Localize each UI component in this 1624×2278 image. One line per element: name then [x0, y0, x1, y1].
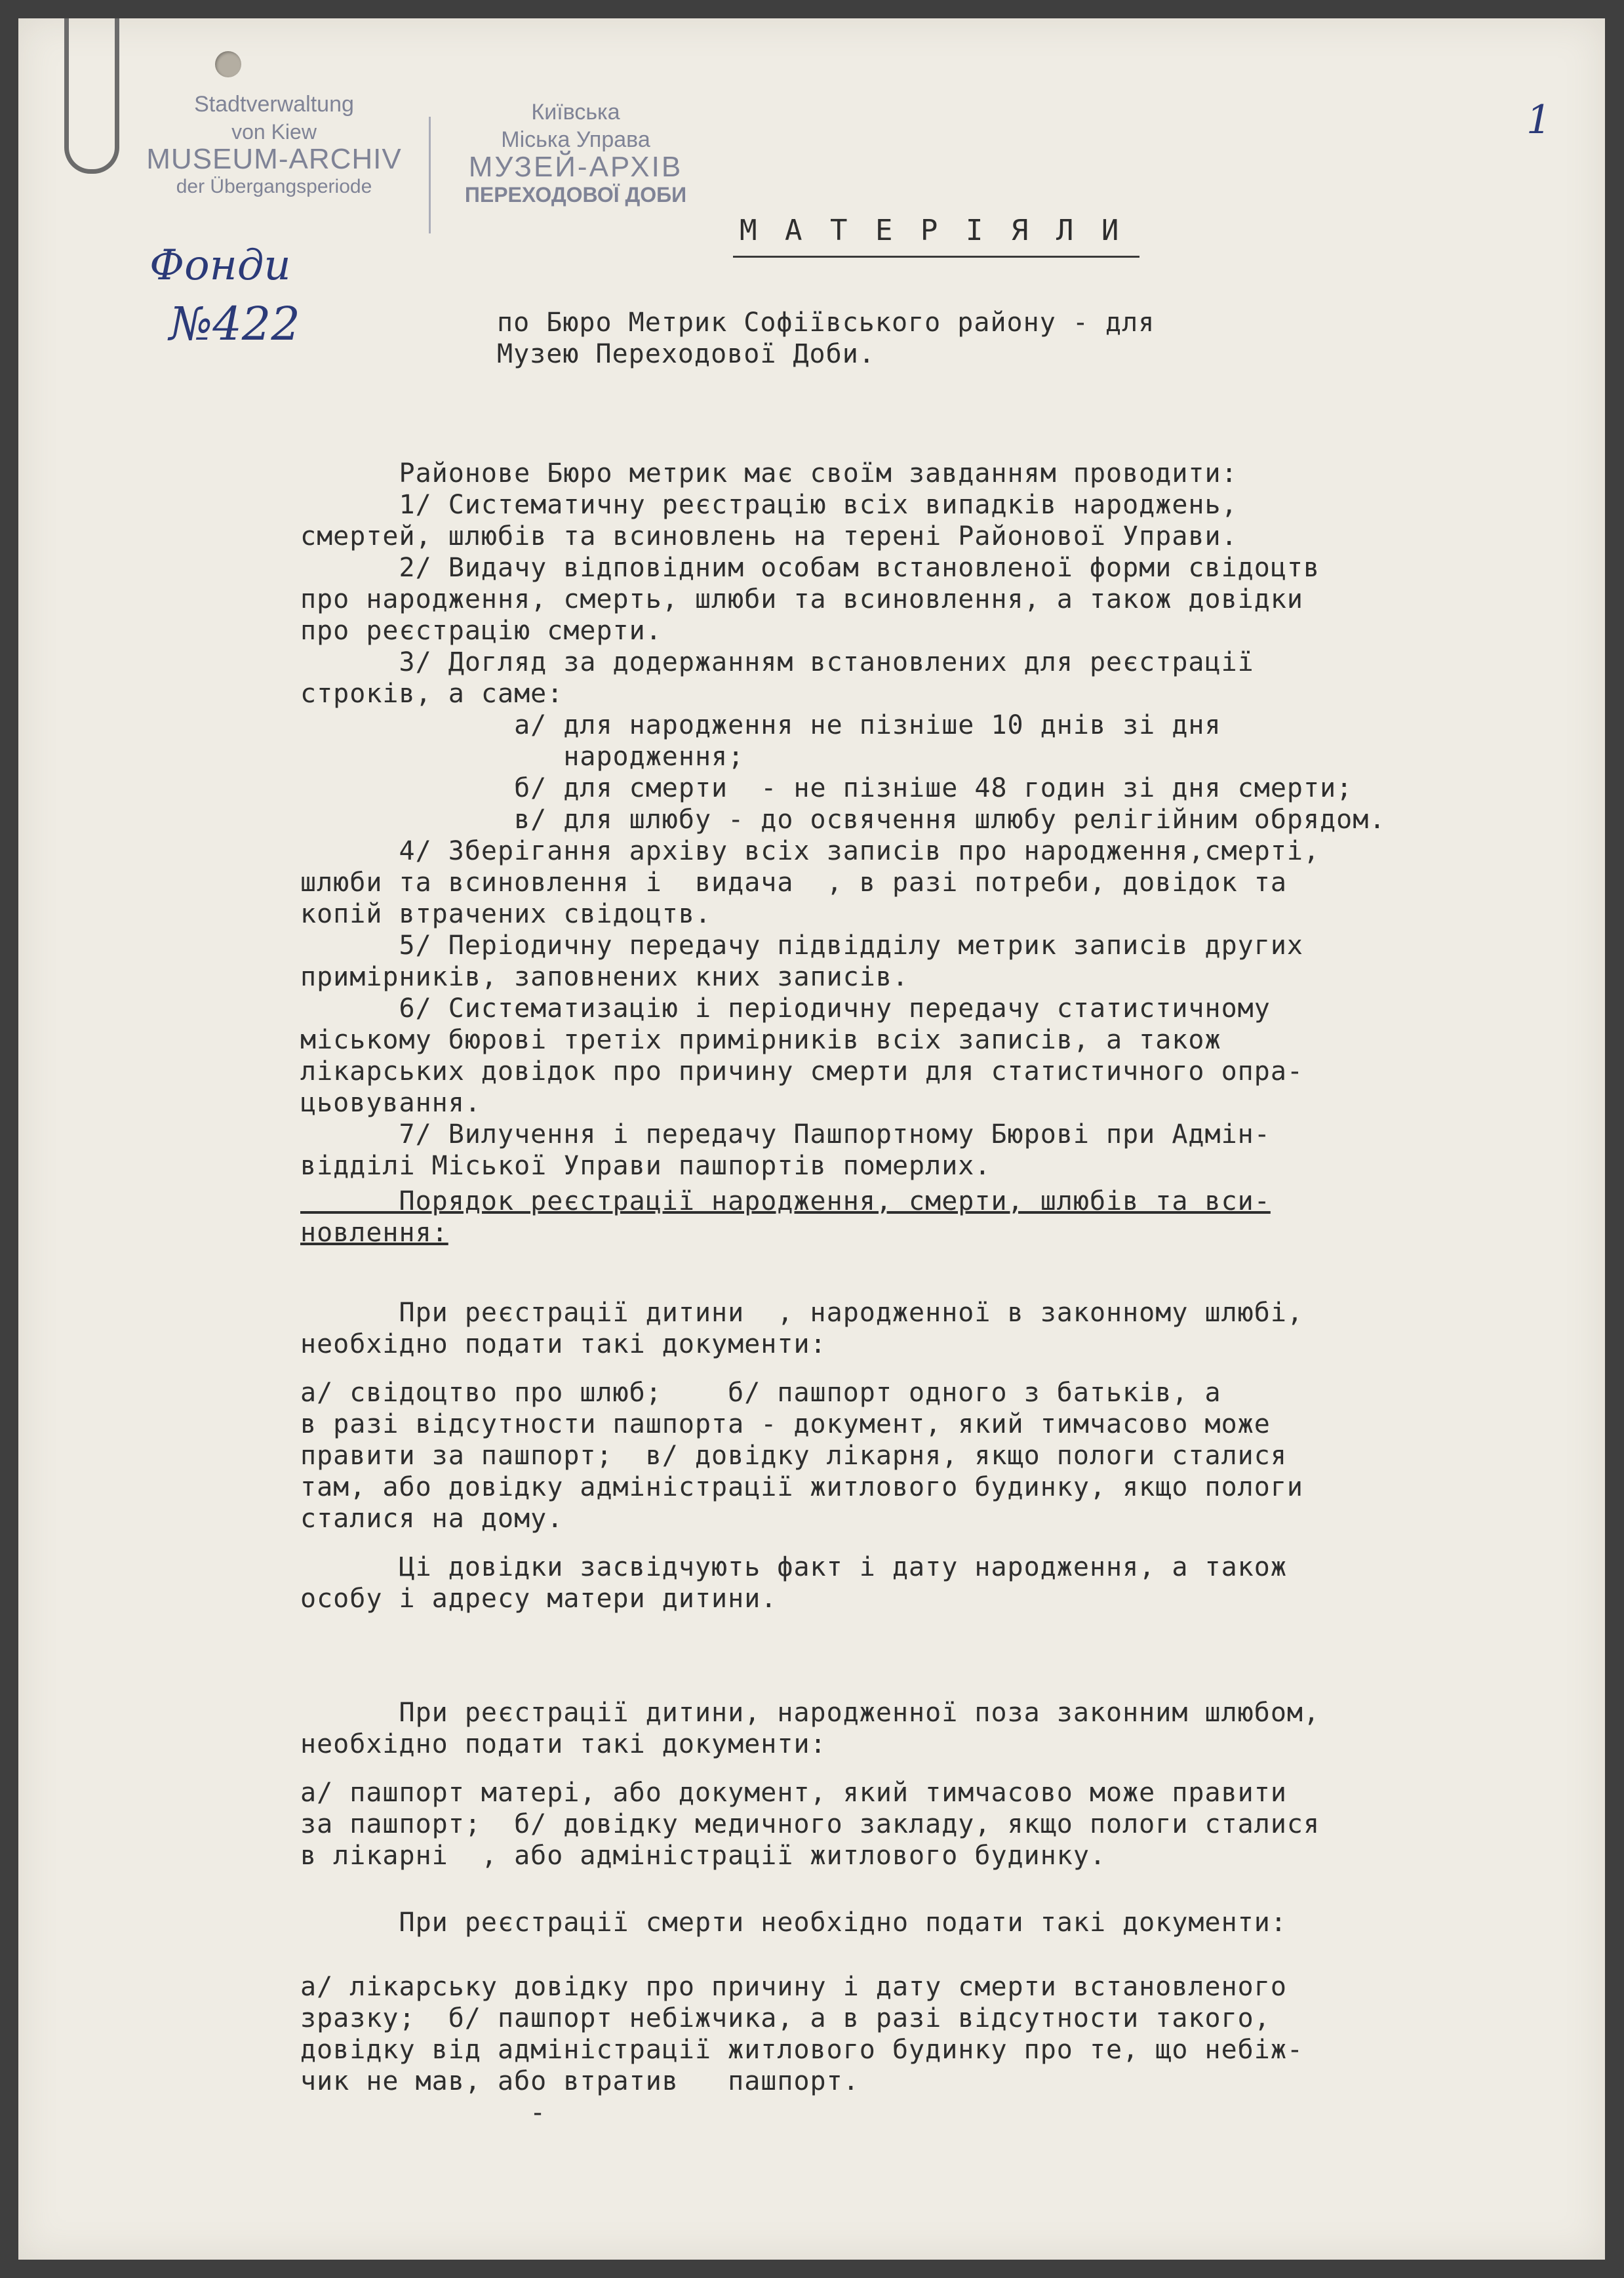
text-line: за пашпорт; б/ довідку медичного закладу, якщо пологи сталися	[300, 1809, 1320, 1839]
text-line: міському бюрові третіх примірників всіх записів, а також	[300, 1025, 1221, 1055]
handwritten-fond-label: Фонди	[149, 241, 291, 290]
text-line: довідку від адміністрації житлового будинку про те, що небіж-	[300, 2035, 1304, 2065]
heading-line: Порядок реєстрації народження, смерти, шлюбів та вси-	[300, 1186, 1271, 1216]
text-line: а/ пашпорт матері, або документ, який тимчасово може правити	[300, 1778, 1287, 1808]
section-heading	[300, 1186, 1271, 1249]
stamp-line: Міська Управа	[501, 127, 650, 152]
text-line: 4/ Зберігання архіву всіх записів про народження,смерті,	[300, 836, 1320, 866]
text-line: При реєстрації дитини, народженної поза законним шлюбом,	[300, 1698, 1320, 1728]
document-title: М А Т Е Р І Я Л И	[740, 214, 1124, 247]
archive-stamp-ukrainian	[431, 98, 720, 209]
text-line: в лікарні , або адміністрації житлового будинку.	[300, 1841, 1107, 1871]
document-subtitle	[497, 307, 1155, 370]
text-line: 7/ Вилучення і передачу Пашпортному Бюрові при Адмін-	[300, 1119, 1271, 1149]
text-line: 5/ Періодичну передачу підвідділу метрик записів других	[300, 930, 1304, 961]
subtitle-line: по Бюро Метрик Софіївського району - для	[497, 308, 1155, 338]
text-line: відділі Міської Управи пашпортів померлих.	[300, 1151, 991, 1181]
text-line: Районове Бюро метрик має своїм завданням проводити:	[300, 458, 1238, 489]
stamp-line: ПЕРЕХОДОВОЇ ДОБИ	[464, 183, 687, 207]
text-line: смертей, шлюбів та всиновлень на терені Районової Управи.	[300, 521, 1238, 551]
text-line: 3/ Догляд за додержанням встановлених для реєстрації	[300, 647, 1254, 677]
death-section	[300, 1907, 1303, 2097]
stamp-line: der Übergangsperiode	[176, 176, 372, 197]
text-line: а/ для народження не пізніше 10 днів зі дня	[300, 710, 1221, 740]
title-underline	[733, 256, 1139, 258]
end-dash: -	[530, 2098, 547, 2128]
text-line: шлюби та всиновлення і видача , в разі потреби, довідок та	[300, 868, 1287, 898]
text-line: про реєстрацію смерти.	[300, 616, 662, 646]
text-line: 2/ Видачу відповідним особам встановленої форми свідоцтв	[300, 553, 1320, 583]
text-line: в разі відсутности пашпорта - документ, який тимчасово може	[300, 1409, 1271, 1439]
heading-line: новлення:	[300, 1218, 448, 1248]
text-line: лікарських довідок про причину смерти для статистичного опра-	[300, 1056, 1304, 1087]
text-line: цьовування.	[300, 1088, 481, 1118]
text-line: народження;	[300, 742, 745, 772]
text-line: Ці довідки засвідчують факт і дату народження, а також	[300, 1552, 1287, 1582]
text-line: 6/ Систематизацію і періодичну передачу статистичному	[300, 993, 1271, 1024]
text-line: При реєстрації смерти необхідно подати такі документи:	[300, 1908, 1287, 1938]
text-line: 1/ Систематичну реєстрацію всіх випадків народжень,	[300, 490, 1238, 520]
text-line: сталися на дому.	[300, 1504, 564, 1534]
text-line: зразку; б/ пашпорт небіжчика, а в разі відсутности такого,	[300, 2003, 1271, 2033]
duties-block	[300, 458, 1598, 1182]
text-line: б/ для смерти - не пізніше 48 годин зі дня смерти;	[300, 773, 1353, 803]
binder-clip	[64, 18, 119, 174]
document-sheet	[18, 18, 1605, 2260]
text-line: необхідно подати такі документи:	[300, 1729, 827, 1759]
birth-illegitimate-section	[300, 1697, 1320, 1871]
punch-hole	[215, 51, 241, 77]
text-line: необхідно подати такі документи:	[300, 1329, 827, 1359]
stamp-line: МУЗЕЙ-АРХІВ	[468, 151, 683, 183]
text-line: в/ для шлюбу - до освячення шлюбу релігійним обрядом.	[300, 805, 1386, 835]
stamp-divider	[429, 117, 431, 233]
subtitle-line: Музею Переходової Доби.	[497, 339, 875, 369]
text-line: а/ лікарську довідку про причину і дату смерти встановленого	[300, 1972, 1287, 2002]
text-line: При реєстрації дитини , народженної в законному шлюбі,	[300, 1298, 1304, 1328]
text-line: копій втрачених свідоцтв.	[300, 899, 712, 929]
stamp-line: MUSEUM-ARCHIV	[146, 143, 402, 175]
stamp-line: Stadtverwaltung	[194, 92, 354, 117]
text-line: там, або довідку адміністрації житлового будинку, якщо пологи	[300, 1472, 1304, 1502]
text-line: строків, а саме:	[300, 679, 564, 709]
text-line: особу і адресу матери дитини.	[300, 1584, 778, 1614]
text-line: чик не мав, або втратив пашпорт.	[300, 2066, 860, 2096]
text-line: примірників, заповнених кних записів.	[300, 962, 909, 992]
birth-legitimate-section	[300, 1297, 1303, 1614]
text-line: правити за пашпорт; в/ довідку лікарня, якщо пологи сталися	[300, 1441, 1287, 1471]
handwritten-fond-number: №422	[169, 297, 300, 351]
archive-stamp-german	[130, 90, 418, 201]
text-line: а/ свідоцтво про шлюб; б/ пашпорт одного з батьків, а	[300, 1378, 1221, 1408]
stamp-line: von Kiew	[231, 120, 317, 144]
stamp-line: Київська	[531, 100, 620, 125]
handwritten-page-number: 1	[1526, 97, 1552, 143]
text-line: про народження, смерть, шлюби та всиновлення, а також довідки	[300, 584, 1304, 614]
